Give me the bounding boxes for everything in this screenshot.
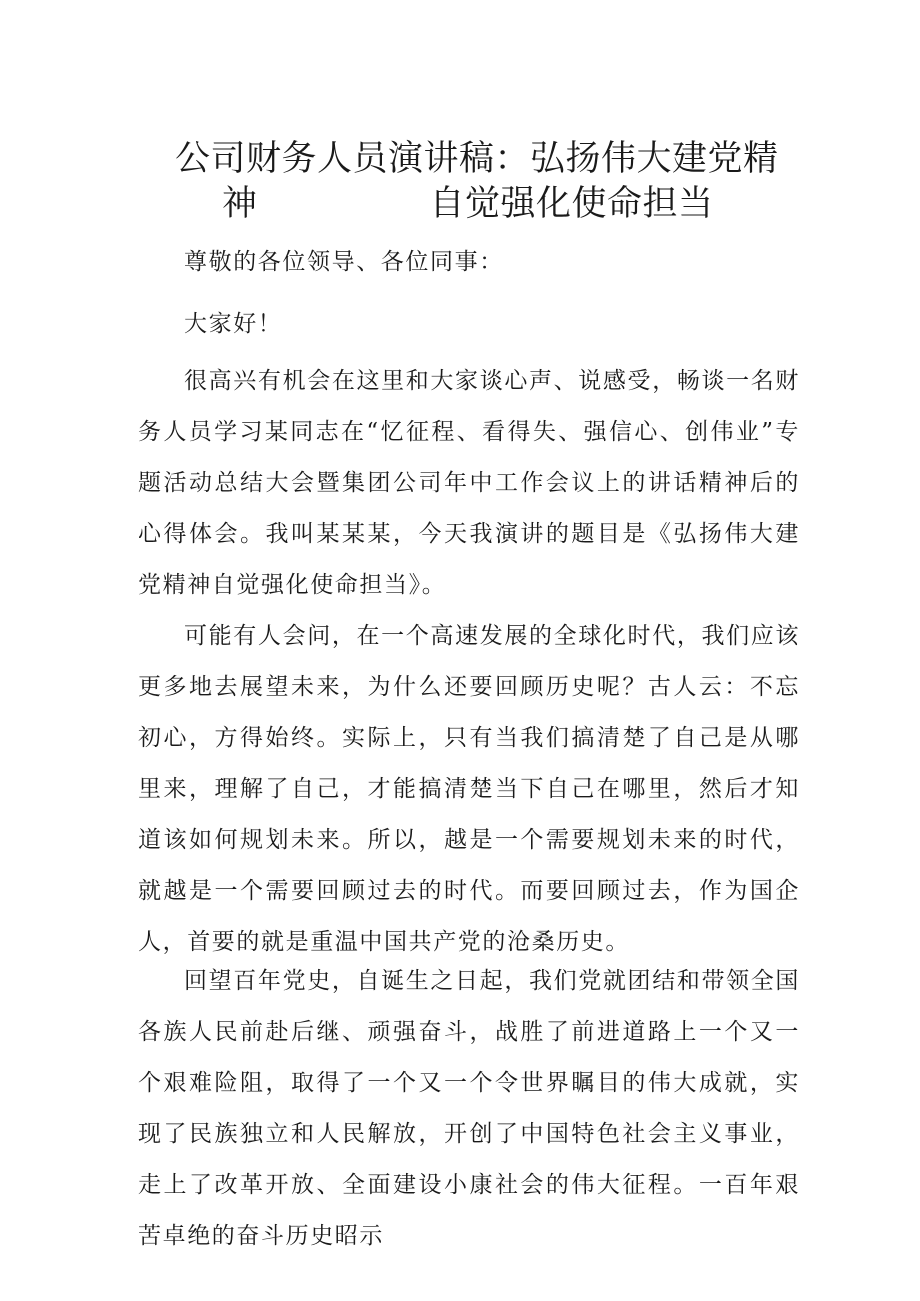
paragraph-1: 很高兴有机会在这里和大家谈心声、说感受，畅谈一名财务人员学习某同志在“忆征程、看得失、强信心、创伟业”专题活动总结大会暨集团公司年中工作会议上的讲话精神后的心得体会。我叫某某某，今天我演讲的题目是《弘扬伟大建党精神自觉强化使命担当》。 [138,368,800,598]
title-line-2-part-a: 神 [222,184,258,224]
greeting: 大家好！ [184,311,283,337]
document-title-line-1: 公司财务人员演讲稿：弘扬伟大建党精 [175,139,779,179]
paragraph-2: 可能有人会问，在一个高速发展的全球化时代，我们应该更多地去展望未来，为什么还要回顾历史呢？古人云：不忘初心，方得始终。实际上，只有当我们搞清楚了自己是从哪里来，理解了自己，才能搞清楚当下自己在哪里，然后才知道该如何规划未来。所以，越是一个需要规划未来的时代，就越是一个需要回顾过去的时代。而要回顾过去，作为国企人，首要的就是重温中国共产党的沧桑历史。 [138,623,800,955]
title-line-2-part-b: 自觉强化使命担当 [429,184,714,224]
salutation: 尊敬的各位领导、各位同事： [184,249,504,275]
document-title-line-2 [222,181,714,227]
paragraph-3: 回望百年党史，自诞生之日起，我们党就团结和带领全国各族人民前赴后继、顽强奋斗，战胜了前进道路上一个又一个艰难险阻，取得了一个又一个令世界瞩目的伟大成就，实现了民族独立和人民解放，开创了中国特色社会主义事业，走上了改革开放、全面建设小康社会的伟大征程。一百年艰苦卓绝的奋斗历史昭示 [138,968,800,1249]
